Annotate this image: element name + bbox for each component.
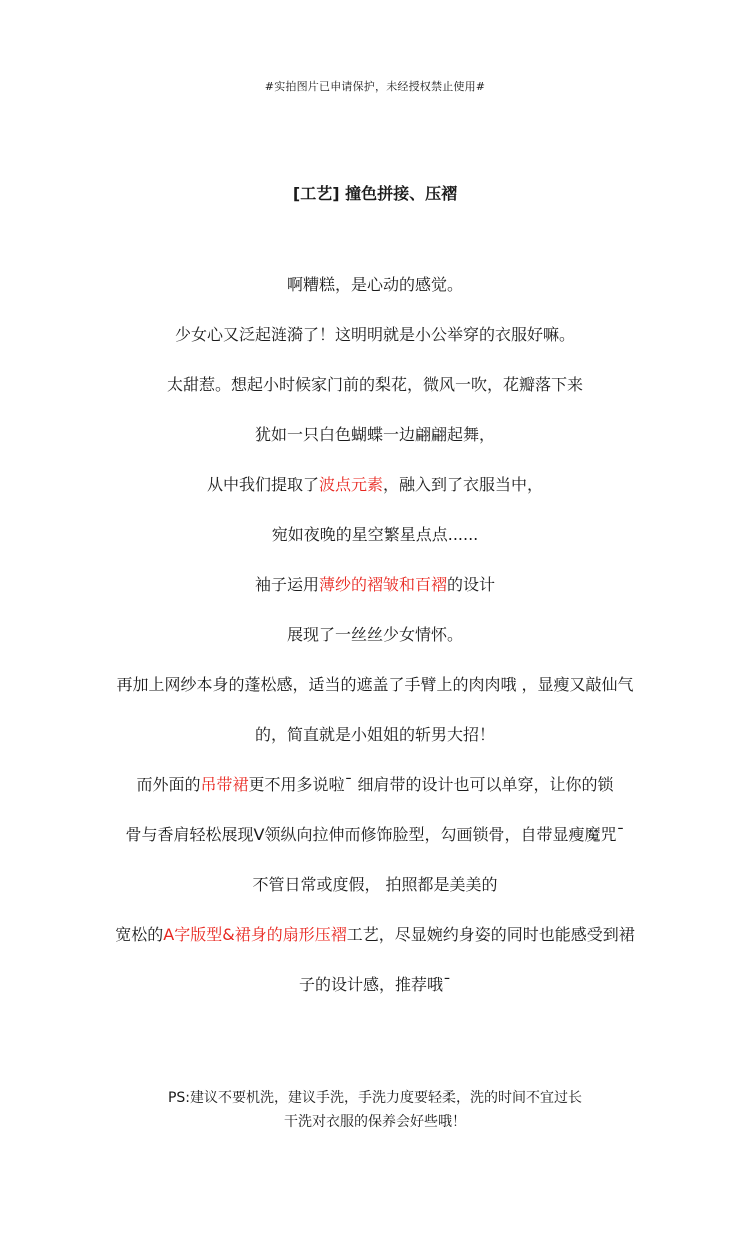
- description-line: 展现了一丝丝少女情怀。: [286, 625, 463, 644]
- description-line: 子的设计感，推荐哦¯: [298, 975, 451, 994]
- description-line: 少女心又泛起涟漪了！这明明就是小公举穿的衣服好嘛。: [174, 325, 575, 344]
- description-line: 太甜惹。想起小时候家门前的梨花，微风一吹，花瓣落下来: [166, 375, 583, 394]
- care-line-2: 干洗对衣服的保养会好些哦！: [284, 1114, 466, 1130]
- description-line: 的，简直就是小姐姐的斩男大招！: [254, 725, 495, 744]
- description-line: 袖子运用薄纱的褶皱和百褶的设计: [254, 575, 496, 594]
- highlight-text: 波点元素: [318, 475, 383, 494]
- highlight-text: 薄纱的褶皱和百褶: [318, 575, 447, 594]
- description-line: 而外面的吊带裙更不用多说啦¯ 细肩带的设计也可以单穿，让你的锁: [136, 775, 614, 794]
- description-line: 犹如一只白色蝴蝶一边翩翩起舞，: [254, 425, 495, 444]
- care-line-1: PS:建议不要机洗，建议手洗，手洗力度要轻柔，洗的时间不宜过长: [167, 1090, 583, 1106]
- description-line: 骨与香肩轻松展现V领纵向拉伸而修饰脸型，勾画锁骨，自带显瘦魔咒¯: [125, 825, 625, 844]
- copyright-notice: #实拍图片已申请保护，未经授权禁止使用#: [264, 80, 486, 93]
- description-line: 再加上网纱本身的蓬松感，适当的遮盖了手臂上的肉肉哦 ，显瘦又敲仙气: [116, 675, 634, 694]
- description-text: [0, 271, 750, 1021]
- description-line: 不管日常或度假， 拍照都是美美的: [252, 875, 498, 894]
- description-line: 从中我们提取了波点元素，融入到了衣服当中，: [206, 475, 544, 494]
- highlight-text: 吊带裙: [200, 775, 249, 794]
- description-line: 宛如夜晚的星空繁星点点......: [271, 525, 479, 544]
- description-line: 啊糟糕，是心动的感觉。: [286, 275, 463, 294]
- craft-heading: [工艺] 撞色拼接、压褶: [292, 184, 458, 203]
- description-line: 宽松的A字版型&裙身的扇形压褶工艺，尽显婉约身姿的同时也能感受到裙: [115, 925, 635, 944]
- highlight-text: A字版型&裙身的扇形压褶: [163, 925, 347, 944]
- care-instructions: [0, 1086, 750, 1134]
